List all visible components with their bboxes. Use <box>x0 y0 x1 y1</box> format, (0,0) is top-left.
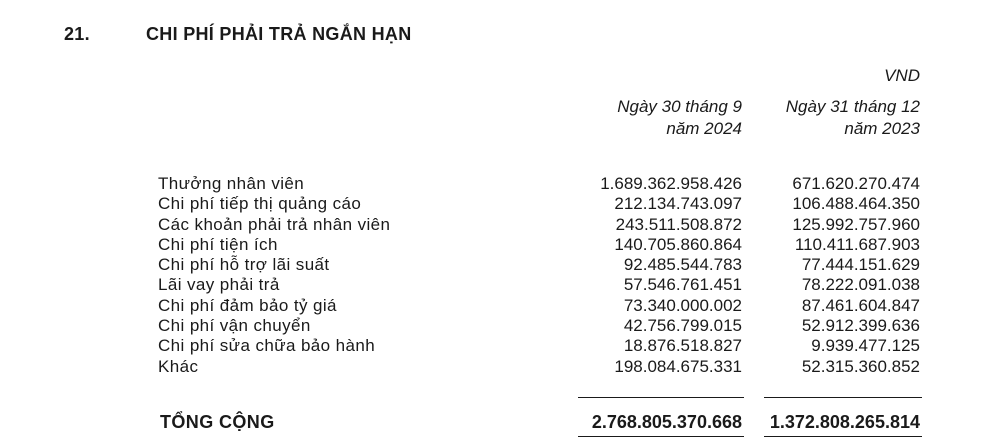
row-label: Chi phí tiện ích <box>158 234 278 254</box>
row-label: Chi phí vận chuyển <box>158 316 311 336</box>
section-number: 21. <box>64 24 90 44</box>
row-label: Chi phí đảm bảo tỷ giá <box>158 295 337 315</box>
row-label: Chi phí hỗ trợ lãi suất <box>158 255 330 275</box>
table-row <box>0 215 1000 235</box>
row-label: Chi phí sửa chữa bảo hành <box>158 336 376 356</box>
row-value-2023: 125.992.757.960 <box>792 214 920 234</box>
row-value-2024: 1.689.362.958.426 <box>600 174 742 193</box>
row-value-2023: 52.912.399.636 <box>801 316 920 336</box>
column-header-line: Ngày 30 tháng 9 <box>617 97 742 116</box>
row-value-2023: 52.315.360.852 <box>801 356 920 376</box>
row-value-2023: 106.488.464.350 <box>792 194 920 214</box>
row-label: Khác <box>158 356 199 376</box>
table-row <box>0 296 1000 316</box>
column-header-2024 <box>542 96 742 140</box>
row-label: Chi phí tiếp thị quảng cáo <box>158 194 362 214</box>
row-value-2024: 140.705.860.864 <box>614 234 742 254</box>
column-header-line: Ngày 31 tháng 12 <box>785 97 920 116</box>
row-value-2024: 92.485.544.783 <box>623 255 742 275</box>
subtotal-rule-2024 <box>578 397 744 398</box>
table-row <box>0 255 1000 275</box>
row-value-2024: 198.084.675.331 <box>614 356 742 376</box>
row-value-2023: 77.444.151.629 <box>801 255 920 275</box>
expense-table <box>0 174 1000 377</box>
row-value-2023: 87.461.604.847 <box>801 295 920 315</box>
row-value-2024: 18.876.518.827 <box>623 336 742 356</box>
total-label: TỔNG CỘNG <box>160 412 275 432</box>
subtotal-rule-2023 <box>764 397 922 398</box>
column-header-2023 <box>720 96 920 140</box>
column-header-line: năm 2023 <box>844 119 920 138</box>
row-value-2024: 57.546.761.451 <box>623 275 742 295</box>
row-label: Các khoản phải trả nhân viên <box>158 214 391 234</box>
row-label: Thưởng nhân viên <box>158 174 305 193</box>
row-value-2023: 110.411.687.903 <box>794 234 920 254</box>
row-value-2024: 73.340.000.002 <box>623 295 742 315</box>
row-label: Lãi vay phải trả <box>158 275 280 295</box>
row-value-2023: 671.620.270.474 <box>792 174 920 193</box>
row-value-2024: 212.134.743.097 <box>614 194 742 214</box>
table-row <box>0 316 1000 336</box>
total-double-rule-2023 <box>764 436 922 437</box>
total-double-rule-2024 <box>578 436 744 437</box>
table-row <box>0 275 1000 295</box>
currency-unit: VND <box>884 66 920 85</box>
row-value-2024: 243.511.508.872 <box>615 214 742 234</box>
column-header-line: năm 2024 <box>666 119 742 138</box>
section-title: CHI PHÍ PHẢI TRẢ NGẮN HẠN <box>146 24 412 44</box>
total-value-2023: 1.372.808.265.814 <box>769 412 920 432</box>
row-value-2023: 78.222.091.038 <box>801 275 920 295</box>
table-row <box>0 357 1000 377</box>
total-value-2024: 2.768.805.370.668 <box>591 412 742 432</box>
table-row <box>0 336 1000 356</box>
table-row <box>0 194 1000 214</box>
table-row <box>0 235 1000 255</box>
row-value-2024: 42.756.799.015 <box>623 316 742 336</box>
row-value-2023: 9.939.477.125 <box>811 336 920 356</box>
table-row <box>0 174 1000 194</box>
